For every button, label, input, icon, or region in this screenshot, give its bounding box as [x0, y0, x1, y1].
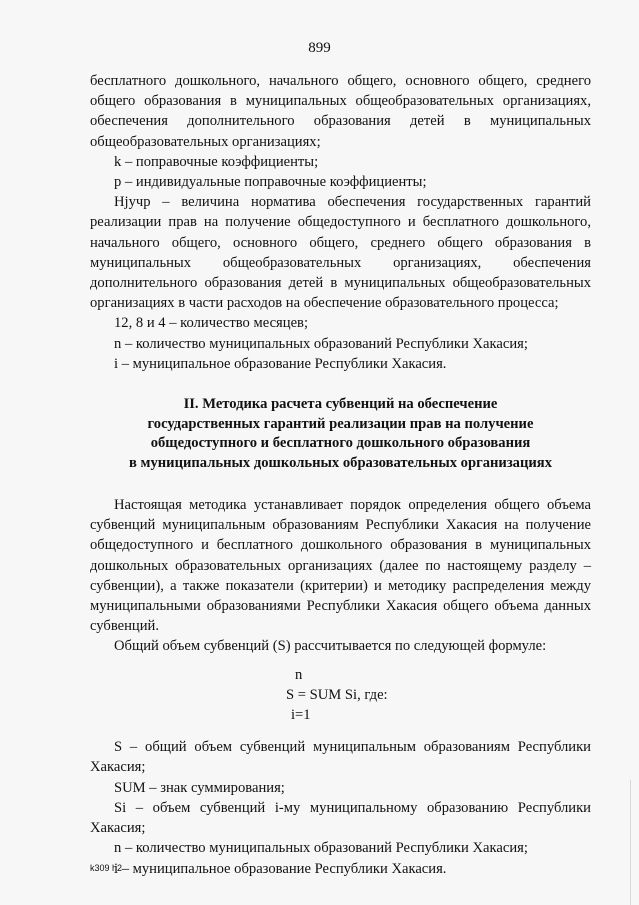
- definition-si: Si – объем субвенций i-му муниципальному образованию Республики Хакасия;: [90, 799, 591, 837]
- heading-line-2: государственных гарантий реализации прав на получение: [147, 415, 534, 432]
- section-heading: [90, 395, 591, 473]
- definition-months: 12, 8 и 4 – количество месяцев;: [114, 315, 309, 332]
- heading-line-4: в муниципальных дошкольных образовательных организациях: [128, 454, 552, 471]
- page-number: 899: [308, 40, 331, 56]
- definition-s: S – общий объем субвенций муниципальным образованиям Республики Хакасия;: [90, 739, 591, 776]
- methodology-paragraph: Настоящая методика устанавливает порядок определения общего объема субвенций муниципальным образованиям Республики Хакасия на получение общедоступного и бесплатного дошкольного образования в муниципальных дошкольных образовательных организациях (далее по настоящему разделу – субвенции), а также показатели (критерии) и методику распределения между муниципальными образованиями Республики Хакасия общего объема данных субвенций.: [90, 497, 591, 635]
- document-footer-code: k309 h2: [90, 863, 123, 873]
- formula-upper-limit: n: [295, 666, 303, 683]
- heading-line-1: II. Методика расчета субвенций на обеспечение: [183, 396, 498, 413]
- definition-k: k – поправочные коэффициенты;: [114, 153, 319, 170]
- definition-i-2: i – муниципальное образование Республики Хакасия.: [114, 860, 447, 877]
- definition-i: i – муниципальное образование Республики Хакасия.: [114, 355, 447, 372]
- definition-n: n – количество муниципальных образований Республики Хакасия;: [114, 335, 528, 352]
- scan-edge-line: [630, 780, 631, 905]
- formula-lower-limit: i=1: [291, 707, 311, 724]
- definition-p: p – индивидуальные поправочные коэффициенты;: [114, 174, 427, 191]
- definition-hj: Hjучр – величина норматива обеспечения государственных гарантий реализации прав на получение общедоступного и бесплатного дошкольного, начального общего, основного общего, среднего общего образования в муниципальных общеобразовательных организациях, обеспечения дополнительного образования детей в муниципальных общеобразовательных организациях в части расходов на обеспечение образовательного процесса;: [90, 194, 591, 312]
- formula-intro: Общий объем субвенций (S) рассчитывается по следующей формуле:: [114, 638, 547, 655]
- heading-line-3: общедоступного и бесплатного дошкольного образования: [150, 435, 531, 452]
- document-body: [90, 71, 591, 879]
- definition-n-2: n – количество муниципальных образований Республики Хакасия;: [114, 840, 528, 857]
- definition-sum: SUM – знак суммирования;: [114, 779, 285, 796]
- formula-block: [90, 665, 591, 726]
- paragraph-continuation: бесплатного дошкольного, начального общего, основного общего, среднего общего образования в муниципальных общеобразовательных организациях, обеспечения дополнительного образования детей в муниципальных общеобразовательных организациях;: [90, 73, 591, 150]
- formula-main: S = SUM Si, где:: [286, 686, 388, 703]
